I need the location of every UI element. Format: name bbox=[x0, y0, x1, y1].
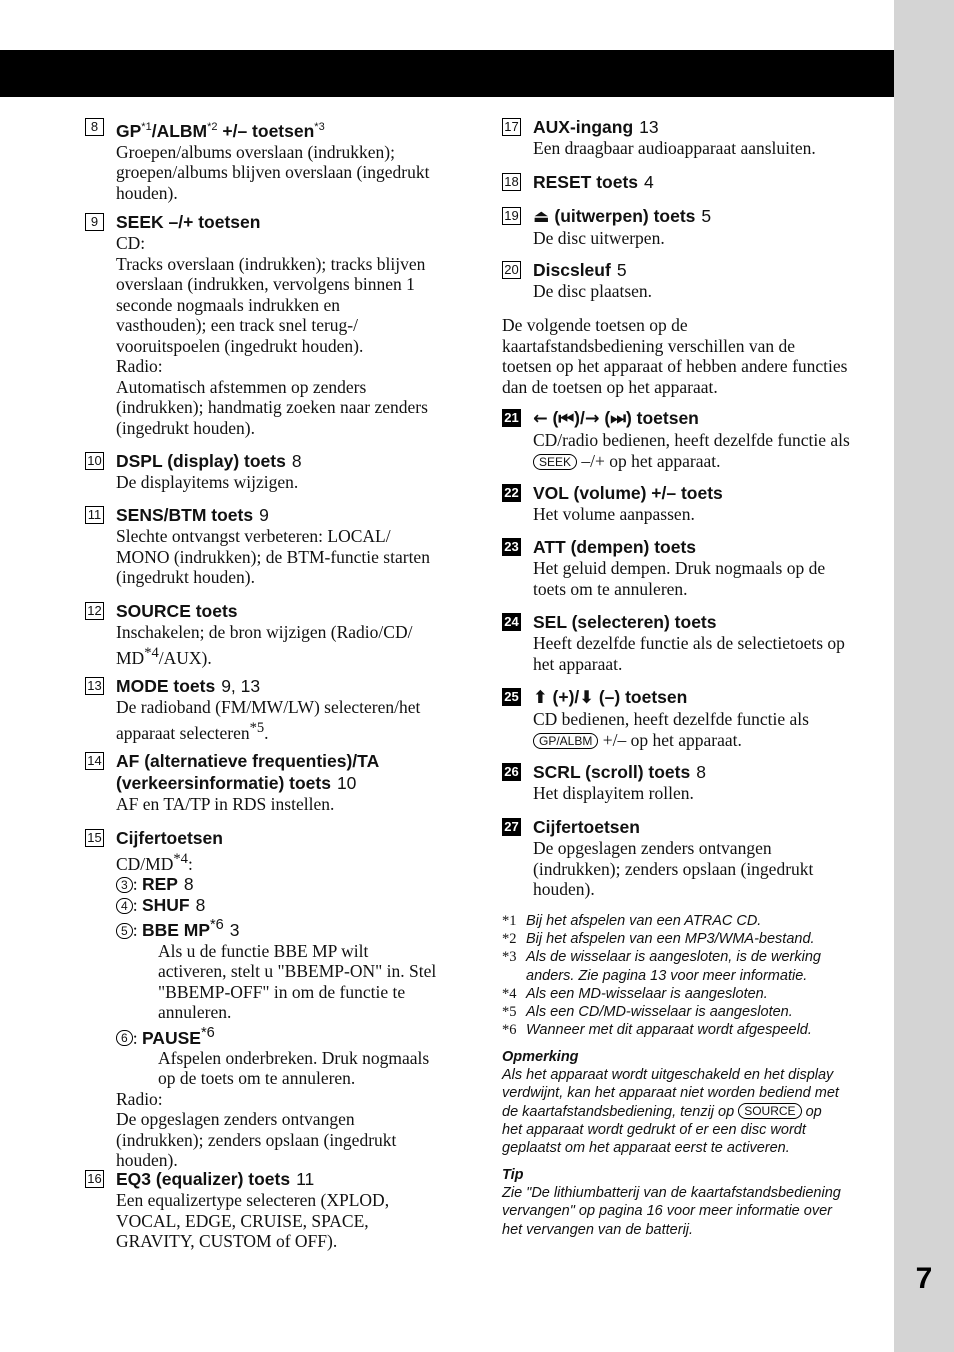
item-heading: ← (⏮)/→ (⏭) toetsen bbox=[533, 408, 699, 429]
item-heading: Cijfertoetsen bbox=[116, 828, 223, 848]
item-9 bbox=[85, 211, 465, 438]
item-number: 13 bbox=[85, 677, 104, 695]
item-number: 27 bbox=[502, 818, 521, 836]
pause-line: 6 : PAUSE$^{*6}$ bbox=[116, 1023, 465, 1048]
header-bar bbox=[0, 50, 894, 97]
item-heading: $GP^{*1}/ALBM^{*2}$ +/– toetsen$^{*3}$ bbox=[116, 120, 325, 141]
gp-albm-key: GP/ALBM bbox=[533, 733, 598, 749]
footnote: *1 Bij het afspelen van een ATRAC CD. bbox=[502, 913, 762, 929]
item-23 bbox=[502, 536, 882, 599]
item-11 bbox=[85, 504, 465, 588]
item-21 bbox=[502, 407, 882, 471]
item-13 bbox=[85, 675, 465, 743]
item-description: De displayitems wijzigen. bbox=[116, 472, 299, 492]
arrow-right-icon: → bbox=[584, 409, 600, 429]
item-description: Het geluid dempen. Druk nogmaals op de toets om te annuleren. bbox=[533, 558, 826, 599]
item-heading: Discsleuf 5 bbox=[533, 260, 627, 280]
item-description: Het volume aanpassen. bbox=[533, 504, 695, 524]
item-number: 22 bbox=[502, 484, 521, 502]
key-6: 6 bbox=[116, 1030, 133, 1046]
item-number: 9 bbox=[85, 213, 104, 231]
item-heading: ATT (dempen) toets bbox=[533, 537, 697, 557]
item-14 bbox=[85, 750, 465, 815]
item-12 bbox=[85, 600, 465, 668]
remote-intro: De volgende toetsen op de kaartafstandsbediening verschillen van de toetsen op het apparaat of hebben andere functies dan de toetsen op het apparaat. bbox=[502, 315, 848, 397]
item-description: Slechte ontvangst verbeteren: LOCAL/ MONO (indrukken); de BTM-functie starten (ingedrukt houden). bbox=[116, 526, 430, 587]
item-number: 21 bbox=[502, 409, 521, 427]
item-8 bbox=[85, 116, 465, 203]
item-heading: AUX-ingang 13 bbox=[533, 117, 659, 137]
item-heading: ⏏ (uitwerpen) toets 5 bbox=[533, 206, 712, 227]
item-27 bbox=[502, 816, 882, 900]
key-3: 3 bbox=[116, 877, 133, 893]
item-heading: AF (alternatieve frequenties)/TA (verkeersinformatie) toets 10 bbox=[116, 751, 380, 793]
item-heading: SENS/BTM toets 9 bbox=[116, 505, 269, 525]
item-number: 20 bbox=[502, 261, 521, 279]
item-description: CD/radio bedienen, heeft dezelfde functie als SEEK –/+ op het apparaat. bbox=[533, 430, 850, 471]
rep-line: 3 : REP 8 bbox=[116, 874, 465, 895]
footnote: *6 Wanneer met dit apparaat wordt afgespeeld. bbox=[502, 1022, 812, 1039]
item-10 bbox=[85, 450, 465, 493]
item-description: Het displayitem rollen. bbox=[533, 783, 694, 803]
item-description: CD bedienen, heeft dezelfde functie als GP/ALBM +/– op het apparaat. bbox=[533, 709, 809, 750]
arrow-left-icon: ← bbox=[533, 409, 548, 429]
item-description: De opgeslagen zenders ontvangen (indrukken); zenders opslaan (ingedrukt houden). bbox=[533, 838, 814, 899]
item-15 bbox=[85, 827, 465, 1171]
item-description: Een draagbaar audioapparaat aansluiten. bbox=[533, 138, 816, 158]
footnote: *4 Als een MD-wisselaar is aangesloten. bbox=[502, 985, 768, 1002]
arrow-down-icon: ⬇ bbox=[579, 688, 594, 708]
key-5: 5 bbox=[116, 923, 133, 939]
item-17 bbox=[502, 116, 882, 159]
item-heading: SCRL (scroll) toets 8 bbox=[533, 762, 706, 782]
footnote: *2 Bij het afspelen van een MP3/WMA-bestand. bbox=[502, 931, 815, 948]
item-heading: ⬆ (+)/⬇ (–) toetsen bbox=[533, 687, 688, 708]
item-number: 8 bbox=[85, 118, 104, 136]
remark-block: Opmerking Als het apparaat wordt uitgeschakeld en het display verdwijnt, kan het apparaat niet worden bediend met de kaartafstandsbediening, tenzij op SOURCE op het apparaat wordt gedrukt of er een disc wordt geplaatst om het apparaat eerst te activeren. bbox=[502, 1048, 882, 1157]
item-number: 14 bbox=[85, 752, 104, 770]
item-description: CD/MD$^{*4}$: 3 : REP 8 4 : SHUF 8 5 : BBE MP$^{*6}$ 3 Als u de functie BBE MP wilt activeren, stelt u "BBEMP-ON" in. Stel "BBEMP-OFF" in om de functie te annuleren. 6 : PAUSE$^{*6}$ Afspelen onderbreken. Druk nogmaals op de toets om te annuleren. Radio: De opgeslagen zenders ontvangen (indrukken); zenders opslaan (ingedrukt houden). bbox=[116, 849, 465, 1171]
item-number: 11 bbox=[85, 506, 104, 524]
item-description: Een equalizertype selecteren (XPLOD, VOCAL, EDGE, CRUISE, SPACE, GRAVITY, CUSTOM of OFF). bbox=[116, 1190, 390, 1251]
item-22 bbox=[502, 482, 882, 525]
item-description: Inschakelen; de bron wijzigen (Radio/CD/ MD$^{*4}$/AUX). bbox=[116, 622, 413, 668]
item-heading: MODE toets 9, 13 bbox=[116, 676, 261, 696]
item-number: 17 bbox=[502, 118, 521, 136]
item-18 bbox=[502, 171, 882, 193]
footnote: *3 Als de wisselaar is aangesloten, is de werking anders. Zie pagina 13 voor meer informatie. bbox=[502, 949, 821, 984]
arrow-up-icon: ⬆ bbox=[533, 688, 548, 708]
item-number: 24 bbox=[502, 613, 521, 631]
item-heading: SEEK –/+ toetsen bbox=[116, 212, 261, 232]
remark-title: Opmerking bbox=[502, 1049, 579, 1065]
item-heading: DSPL (display) toets 8 bbox=[116, 451, 302, 471]
page-number: 7 bbox=[915, 1262, 933, 1295]
item-26 bbox=[502, 761, 882, 804]
bbe-line: 5 : BBE MP$^{*6}$ 3 bbox=[116, 915, 465, 940]
item-number: 18 bbox=[502, 173, 521, 191]
tip-block: Tip Zie "De lithiumbatterij van de kaartafstandsbediening vervangen" op pagina 16 voor meer informatie over het vervangen van de batterij. bbox=[502, 1166, 882, 1239]
side-tab bbox=[894, 0, 954, 1352]
footnotes bbox=[502, 912, 882, 1039]
seek-key: SEEK bbox=[533, 454, 577, 470]
item-description: AF en TA/TP in RDS instellen. bbox=[116, 794, 335, 814]
item-19 bbox=[502, 205, 882, 249]
item-heading: Cijfertoetsen bbox=[533, 817, 640, 837]
key-4: 4 bbox=[116, 898, 133, 914]
item-16 bbox=[85, 1168, 465, 1252]
footnote: *5 Als een CD/MD-wisselaar is aangesloten. bbox=[502, 1004, 793, 1021]
item-number: 26 bbox=[502, 763, 521, 781]
item-heading: SOURCE toets bbox=[116, 601, 238, 621]
item-heading: RESET toets 4 bbox=[533, 172, 654, 192]
item-number: 16 bbox=[85, 1170, 104, 1188]
item-description: CD: Tracks overslaan (indrukken); tracks blijven overslaan (indrukken, vervolgens binnen 1 seconde nogmaals indrukken en vasthouden); een track snel terug-/ vooruitspoelen (ingedrukt houden). Radio: Automatisch afstemmen op zenders (indrukken); handmatig zoeken naar zenders (ingedrukt houden). bbox=[116, 233, 428, 438]
item-heading: SEL (selecteren) toets bbox=[533, 612, 717, 632]
item-description: De disc uitwerpen. bbox=[533, 228, 665, 248]
item-24 bbox=[502, 611, 882, 674]
item-description: De radioband (FM/MW/LW) selecteren/het apparaat selecteren$^{*5}$. bbox=[116, 697, 421, 743]
item-description: Groepen/albums overslaan (indrukken); groepen/albums blijven overslaan (ingedrukt houden). bbox=[116, 141, 430, 203]
item-heading: EQ3 (equalizer) toets 11 bbox=[116, 1169, 315, 1189]
item-number: 23 bbox=[502, 538, 521, 556]
item-number: 12 bbox=[85, 602, 104, 620]
item-number: 25 bbox=[502, 688, 521, 706]
item-description: De disc plaatsen. bbox=[533, 281, 653, 301]
item-number: 15 bbox=[85, 829, 104, 847]
source-key: SOURCE bbox=[738, 1103, 801, 1119]
item-number: 10 bbox=[85, 452, 104, 470]
item-25 bbox=[502, 686, 882, 750]
item-20 bbox=[502, 259, 882, 302]
previous-track-icon: ⏮ bbox=[558, 409, 575, 429]
item-description: Heeft dezelfde functie als de selectietoets op het apparaat. bbox=[533, 633, 845, 674]
item-heading: VOL (volume) +/– toets bbox=[533, 483, 723, 503]
shuf-line: 4 : SHUF 8 bbox=[116, 895, 465, 916]
eject-icon: ⏏ bbox=[533, 207, 550, 227]
tip-title: Tip bbox=[502, 1167, 524, 1183]
item-number: 19 bbox=[502, 207, 521, 225]
next-track-icon: ⏭ bbox=[610, 409, 626, 429]
